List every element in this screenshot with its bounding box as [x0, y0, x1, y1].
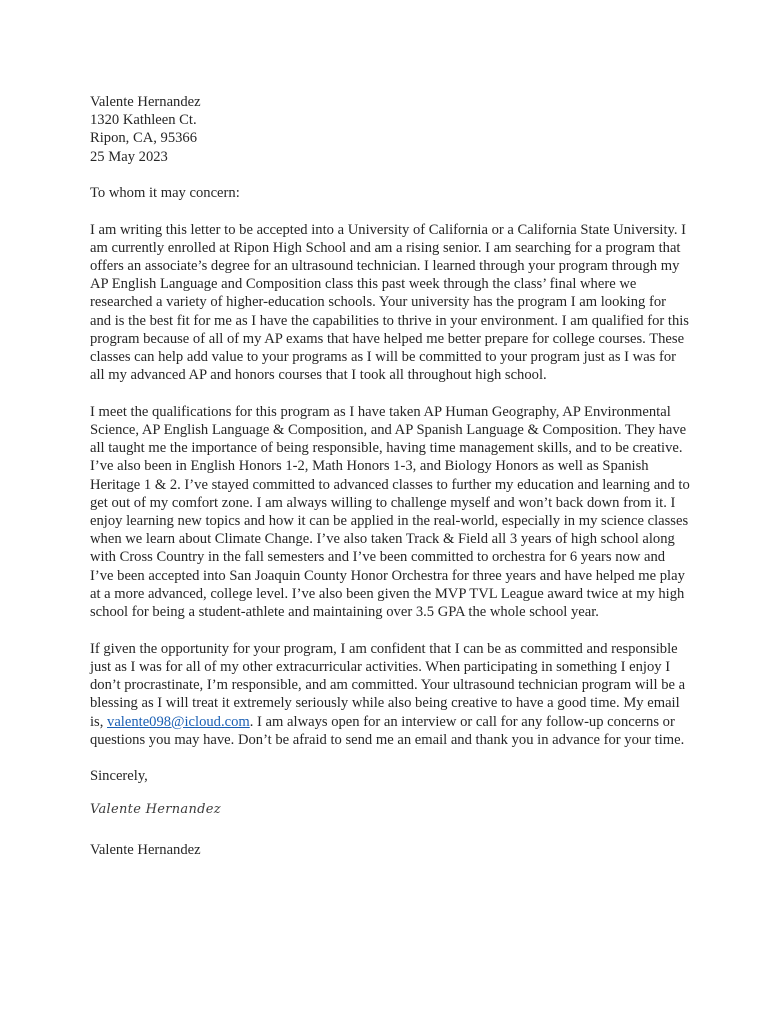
- sender-city-state-zip: Ripon, CA, 95366: [90, 130, 198, 147]
- body-paragraph-2: I meet the qualifications for this program as I have taken AP Human Geography, AP Environmental Science, AP English Language & Composition, and AP Spanish Language & Composition. They have all taught me the importance of being responsible, having time management skills, and to be creative. I’ve also been in English Honors 1-2, Math Honors 1-3, and Biology Honors as well as Spanish Heritage 1 & 2. I’ve stayed committed to advanced classes to further my education and learning and to get out of my comfort zone. I am always willing to challenge myself and won’t back down from it. I enjoy learning new topics and how it can be applied in the real-world, especially in my science classes when we learn about Climate Change. I’ve also taken Track & Field all 3 years of high school along with Cross Country in the fall semesters and I’ve been committed to orchestra for 6 years now and I’ve been accepted into San Joaquin County Honor Orchestra for three years and have helped me play at a more advanced, college level. I’ve also been given the MVP TVL League award twice at my high school for being a student-athlete and maintaining over 3.5 GPA the whole school year.: [90, 403, 690, 621]
- sender-name: Valente Hernandez: [90, 94, 201, 110]
- handwritten-signature: Valente Hernandez: [90, 802, 221, 818]
- closing-line: Sincerely,: [90, 768, 148, 784]
- paragraph-3-text-before-email: If given the opportunity for your program, I am confident that I can be as committed and responsible just as I was for all of my other extracurricular activities. When participating in something I enjoy I don’t procrastinate, I’m responsible, and am committed. Your ultrasound technician program will be a blessing as I will treat it extremely seriously while also being creative to have a good time. My email is,: [90, 640, 686, 730]
- sender-street: 1320 Kathleen Ct.: [90, 112, 197, 129]
- body-paragraph-1: I am writing this letter to be accepted into a University of California or a California State University. I am currently enrolled at Ripon High School and am a rising senior. I am searching for a program that offers an associate’s degree for an ultrasound technician. I learned through your program through my AP English Language and Composition class this past week through the class’ final where we researched a variety of higher-education schools. Your university has the program I am looking for and is the best fit for me as I have the capabilities to thrive in your environment. I am qualified for this program because of all of my AP exams that have helped me better prepare for college courses. These classes can help add value to your programs as I will be committed to your program just as I was for all my advanced AP and honors courses that I took all throughout high school.: [90, 221, 689, 384]
- printed-name: Valente Hernandez: [90, 842, 201, 859]
- salutation: To whom it may concern:: [90, 184, 240, 201]
- paragraph-3-text-after-email: . I am always open for an interview or call for any follow-up concerns or questions you may have. Don’t be afraid to send me an email and thank you in advance for your time.: [90, 713, 685, 748]
- letter-document: [90, 93, 690, 859]
- letter-date: 25 May 2023: [90, 148, 168, 165]
- email-link[interactable]: valente098@icloud.com: [107, 713, 250, 730]
- body-paragraph-3: [90, 640, 690, 749]
- sender-address-block: [90, 93, 690, 166]
